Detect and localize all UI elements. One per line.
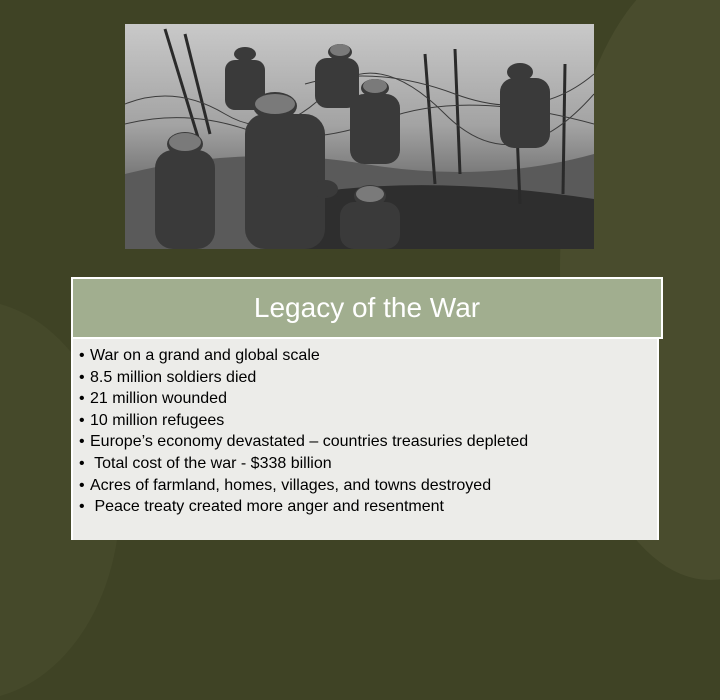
bullet-icon: • bbox=[79, 433, 85, 451]
bullet-icon: • bbox=[79, 390, 85, 408]
list-item: • 21 million wounded bbox=[79, 388, 657, 410]
bullet-icon: • bbox=[79, 347, 85, 364]
bullet-icon: • bbox=[79, 498, 85, 516]
list-item: • Total cost of the war - $338 billion bbox=[79, 453, 657, 475]
bullet-list bbox=[79, 345, 657, 518]
list-item: • 10 million refugees bbox=[79, 410, 657, 432]
content-panel bbox=[71, 337, 659, 540]
bullet-icon: • bbox=[79, 368, 85, 386]
list-item: • War on a grand and global scale bbox=[79, 345, 657, 367]
list-item: • Europe’s economy devastated – countries treasuries depleted bbox=[79, 431, 657, 453]
list-item: • 8.5 million soldiers died bbox=[79, 367, 657, 389]
slide-title: Legacy of the War bbox=[253, 292, 481, 323]
bullet-icon: • bbox=[79, 476, 85, 494]
war-photo bbox=[125, 24, 594, 249]
bullet-icon: • bbox=[79, 411, 85, 429]
list-item: • Acres of farmland, homes, villages, and towns destroyed bbox=[79, 475, 657, 497]
bullet-icon: • bbox=[79, 454, 85, 472]
slide-title-bar bbox=[71, 277, 663, 339]
list-item: • Peace treaty created more anger and resentment bbox=[79, 496, 657, 518]
